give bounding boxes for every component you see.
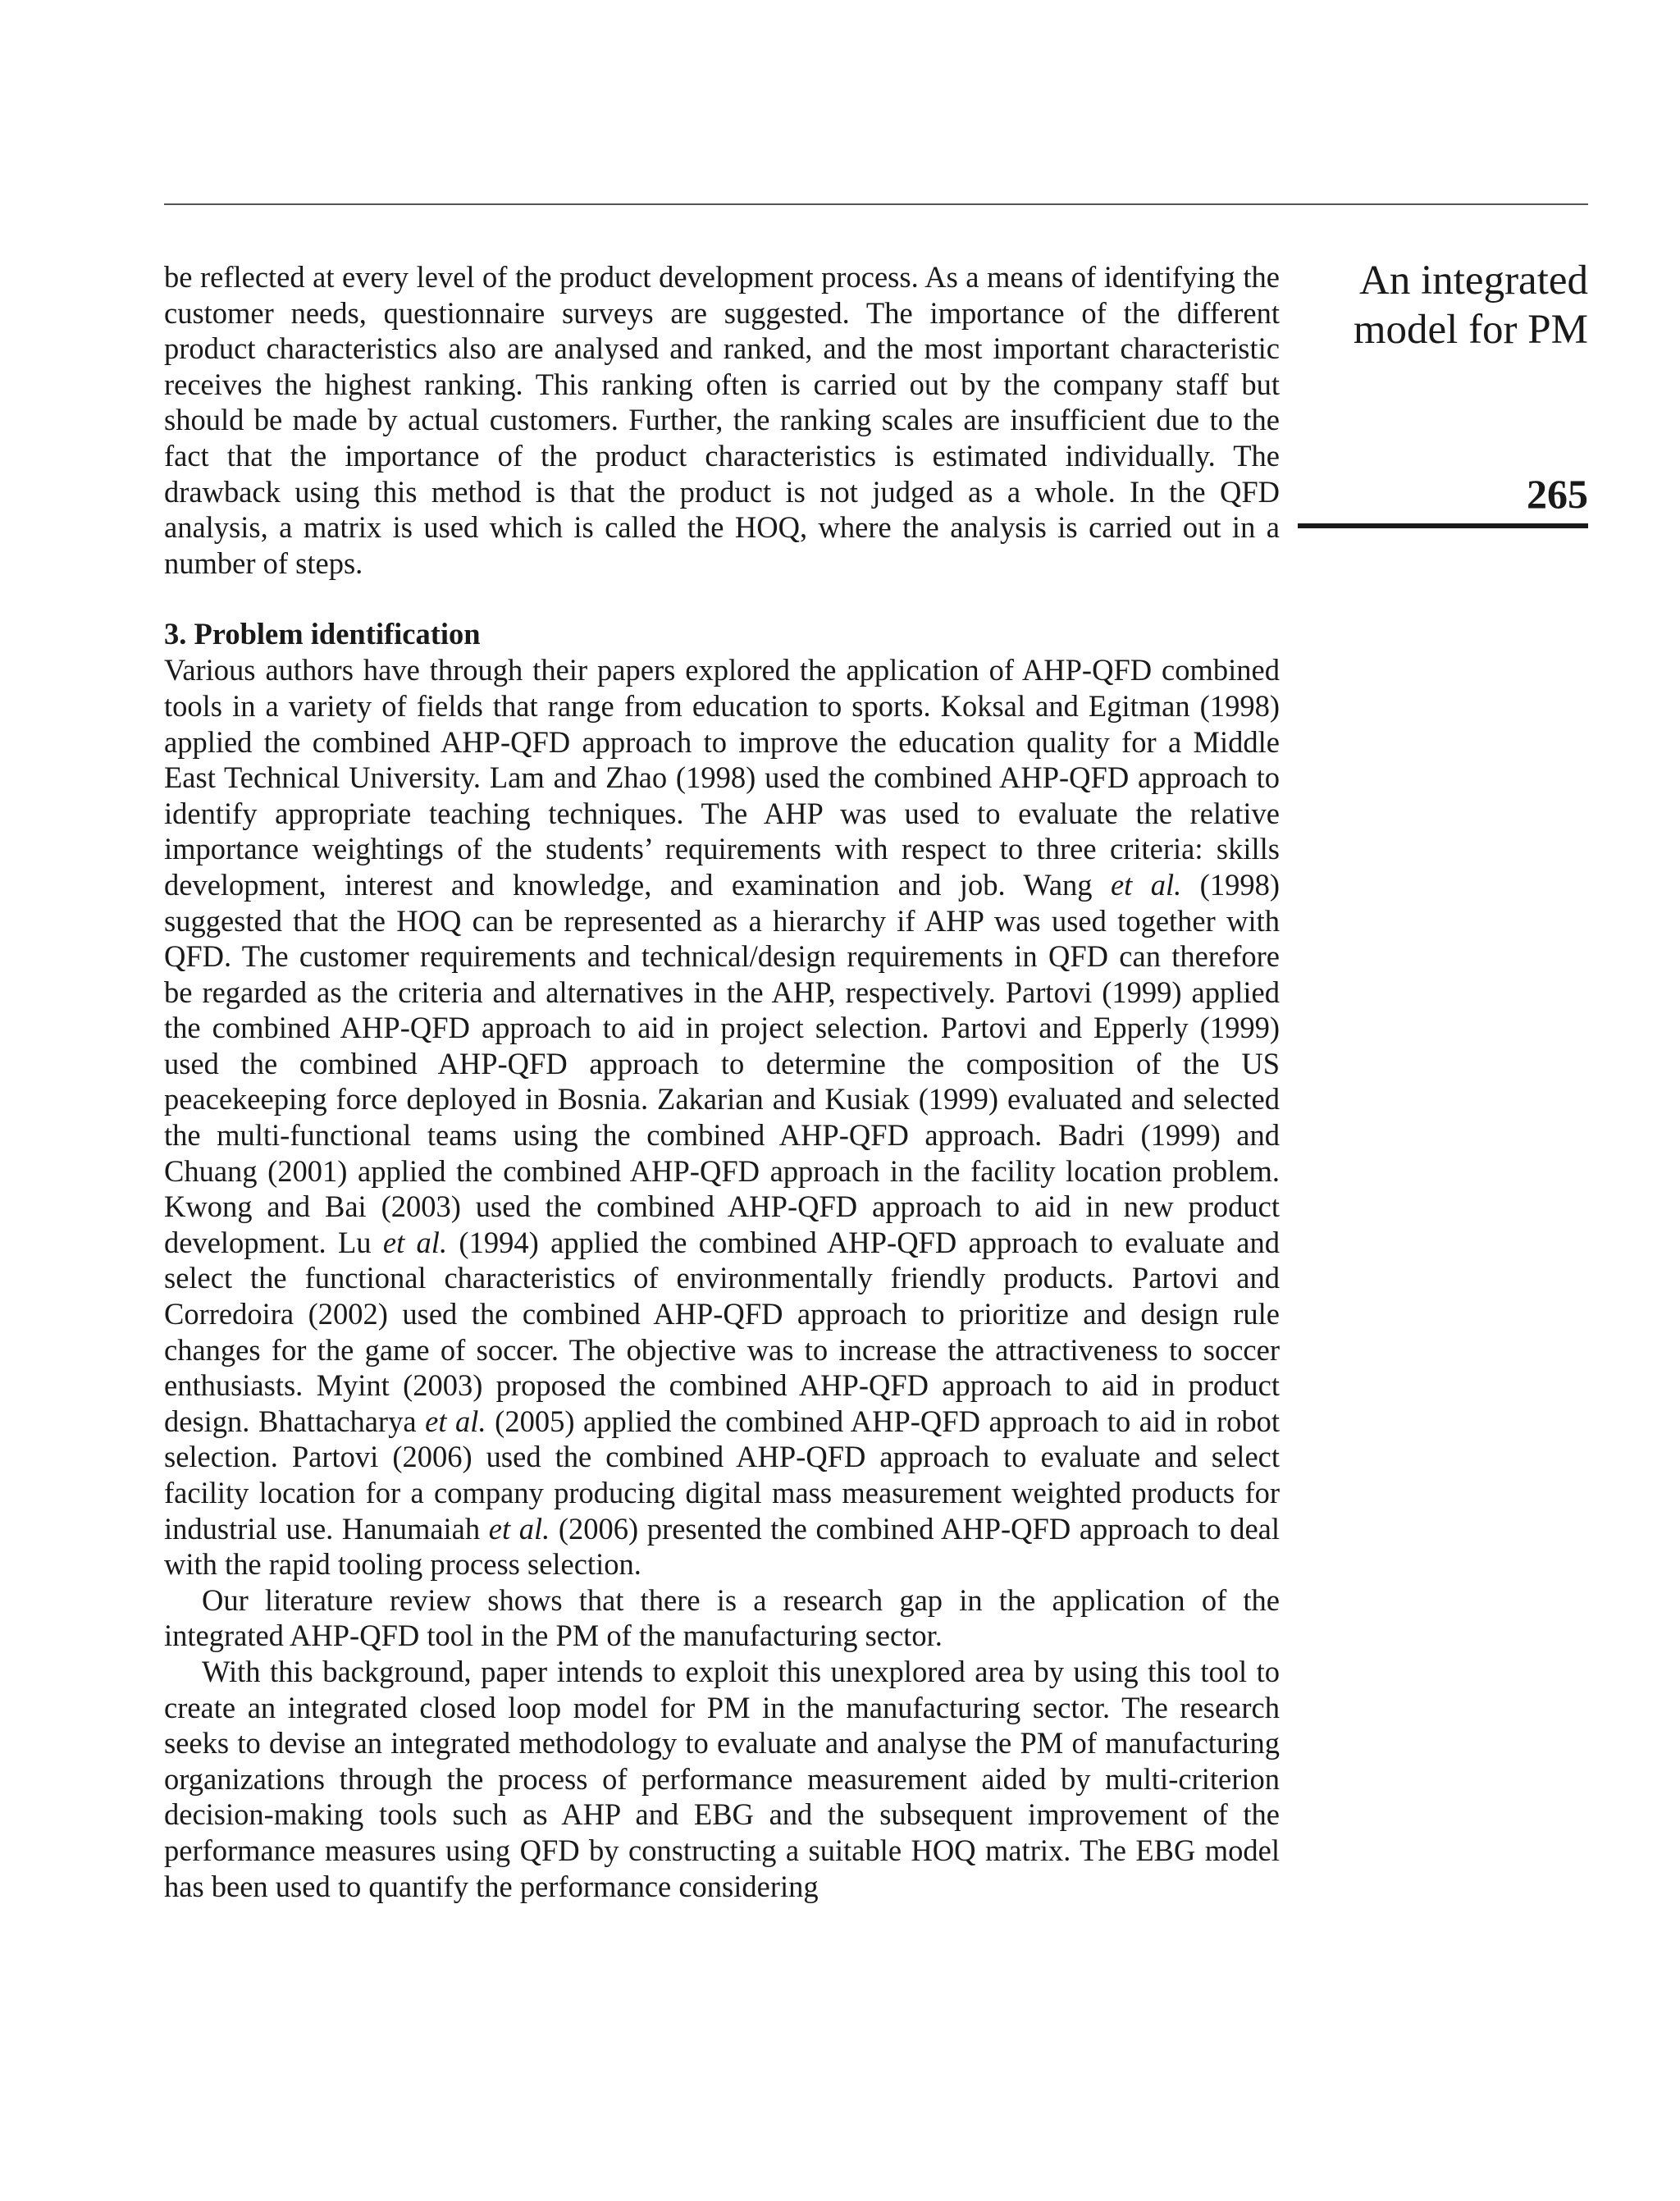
paragraph-2-text-2: (1998) suggested that the HOQ can be represented as a hierarchy if AHP was used together with QFD. The customer requirements and technical/design requirements in QFD can therefore be regarded as the criteria and alternatives in the AHP, respectively. Partovi (1999) applied the combined AHP-QFD approach to aid in project selection. Partovi and Epperly (1999) used the combined AHP-QFD approach to determine the composition of the US peacekeeping force deployed in Bosnia. Zakarian and Kusiak (1999) evaluated and selected the multi-functional teams using the combined AHP-QFD approach. Badri (1999) and Chuang (2001) applied the combined AHP-QFD approach in the facility location problem. Kwong and Bai (2003) used the combined AHP-QFD approach to aid in new product development. Lu	[164, 867, 1280, 1259]
paragraph-2-text-5: (2006) presented the combined AHP-QFD approach to deal with the rapid tooling process selection.	[164, 1511, 1280, 1582]
body-text	[164, 259, 1280, 1904]
page-number: 265	[1527, 471, 1588, 517]
paragraph-4: With this background, paper intends to exploit this unexplored area by using this tool to create an integrated closed loop model for PM in the manufacturing sector. The research seeks to devise an integrated methodology to evaluate and analyse the PM of manufacturing organizations through the process of performance measurement aided by multi-criterion decision-making tools such as AHP and EBG and the subsequent improvement of the performance measures using QFD by constructing a suitable HOQ matrix. The EBG model has been used to quantify the performance considering	[164, 1654, 1280, 1903]
paragraph-2	[164, 652, 1280, 1582]
paragraph-1: be reflected at every level of the product development process. As a means of identifying the customer needs, questionnaire surveys are suggested. The importance of the different product characteristics also are analysed and ranked, and the most important characteristic receives the highest ranking. This ranking often is carried out by the company staff but should be made by actual customers. Further, the ranking scales are insufficient due to the fact that the importance of the product characteristics is estimated individually. The drawback using this method is that the product is not judged as a whole. In the QFD analysis, a matrix is used which is called the HOQ, where the analysis is carried out in a number of steps.	[164, 260, 1280, 580]
running-title-line-1: An integrated	[1359, 258, 1588, 304]
citation-et-al: et al.	[488, 1511, 550, 1546]
paragraph-2-text-1: Various authors have through their papers explored the application of AHP-QFD combined tools in a variety of fields that range from education to sports. Koksal and Egitman (1998) applied the combined AHP-QFD approach to improve the education quality for a Middle East Technical University. Lam and Zhao (1998) used the combined AHP-QFD approach to identify appropriate teaching techniques. The AHP was used to evaluate the relative importance weightings of the students’ requirements with respect to three criteria: skills development, interest and knowledge, and examination and job. Wang	[164, 653, 1280, 902]
running-title	[1304, 256, 1588, 354]
citation-et-al: et al.	[1110, 867, 1182, 902]
paragraph-3: Our literature review shows that there is a research gap in the application of the integrated AHP-QFD tool in the PM of the manufacturing sector.	[164, 1582, 1280, 1653]
section-heading: 3. Problem identification	[164, 617, 481, 651]
paragraph-2-text-4: (2005) applied the combined AHP-QFD approach to aid in robot selection. Partovi (2006) used the combined AHP-QFD approach to evaluate and select facility location for a company producing digital mass measurement weighted products for industrial use. Hanumaiah	[164, 1404, 1281, 1546]
header-rule	[164, 203, 1588, 205]
page-number-rule	[1298, 523, 1588, 528]
running-title-line-2: model for PM	[1353, 307, 1588, 353]
paragraph-2-text-3: (1994) applied the combined AHP-QFD approach to evaluate and select the functional characteristics of environmentally friendly products. Partovi and Corredoira (2002) used the combined AHP-QFD approach to prioritize and design rule changes for the game of soccer. The objective was to increase the attractiveness to soccer enthusiasts. Myint (2003) proposed the combined AHP-QFD approach to aid in product design. Bhattacharya	[164, 1225, 1280, 1438]
citation-et-al: et al.	[425, 1404, 486, 1438]
citation-et-al: et al.	[382, 1225, 448, 1259]
